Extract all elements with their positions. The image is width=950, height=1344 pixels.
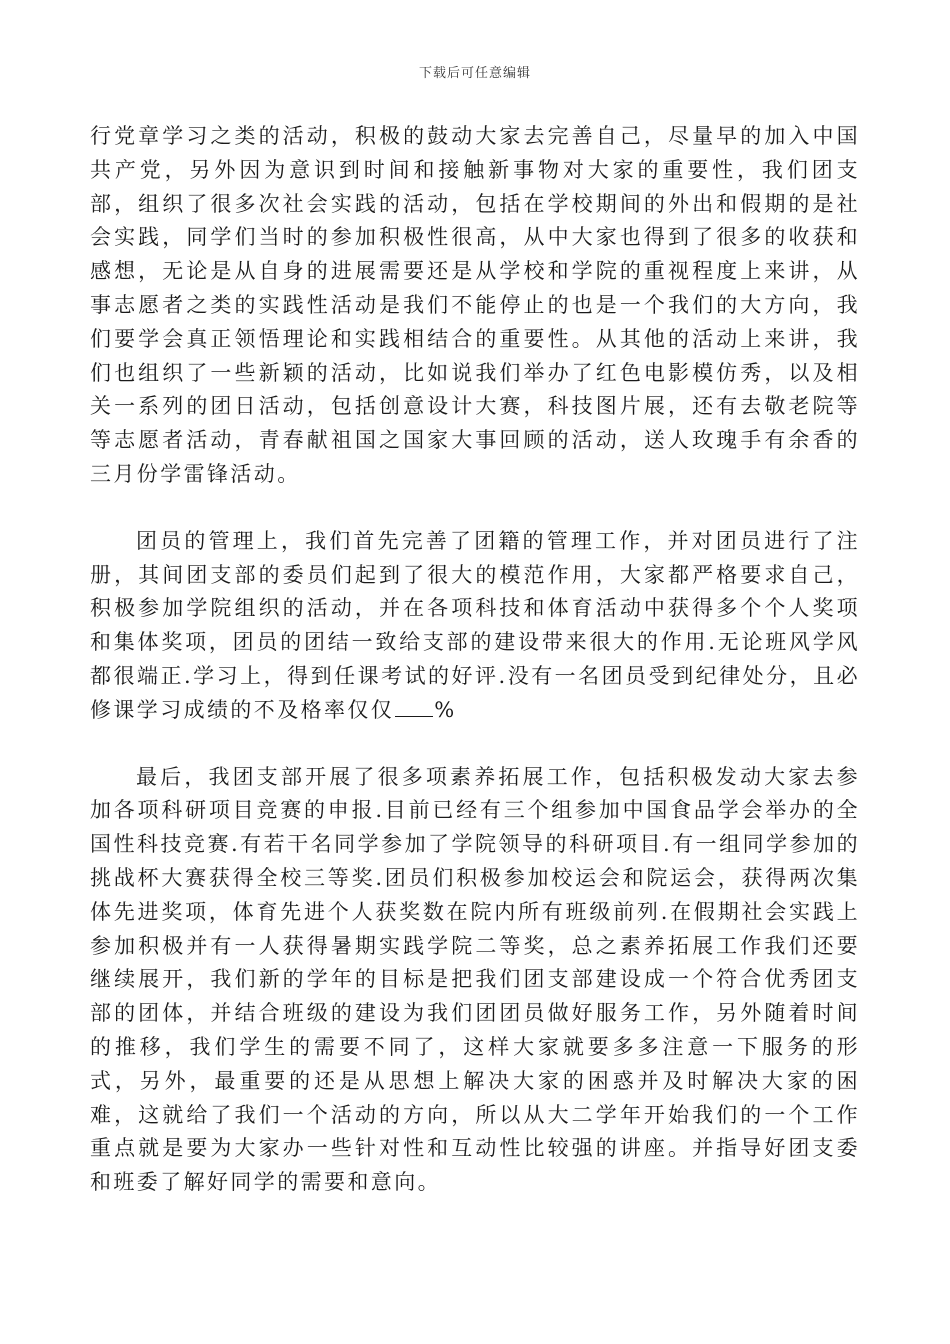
document-body bbox=[90, 120, 860, 1200]
paragraph-member-management bbox=[90, 525, 860, 728]
blank-fill-line bbox=[395, 696, 433, 717]
page-header: 下载后可任意编辑 bbox=[418, 66, 531, 81]
paragraph-activities: 行党章学习之类的活动，积极的鼓动大家去完善自己，尽量早的加入中国共产党，另外因为意识到时间和接触新事物对大家的重要性，我们团支部，组织了很多次社会实践的活动，包括在学校期间的外出和假期的是社会实践，同学们当时的参加积极性很高，从中大家也得到了很多的收获和感想，无论是从自身的进展需要还是从学校和学院的重视程度上来讲，从事志愿者之类的实践性活动是我们不能停止的也是一个我们的大方向，我们要学会真正领悟理论和实践相结合的重要性。从其他的活动上来讲，我们也组织了一些新颖的活动，比如说我们举办了红色电影模仿秀，以及相关一系列的团日活动，包括创意设计大赛，科技图片展，还有去敬老院等等志愿者活动，青春献祖国之国家大事回顾的活动，送人玫瑰手有余香的三月份学雷锋活动。 bbox=[90, 124, 860, 486]
paragraph-member-management-text: 团员的管理上，我们首先完善了团籍的管理工作，并对团员进行了注册，其间团支部的委员们起到了很大的模范作用，大家都严格要求自己，积极参加学院组织的活动，并在各项科技和体育活动中获得多个个人奖项和集体奖项，团员的团结一致给支部的建设带来很大的作用.无论班风学风都很端正.学习上，得到任课考试的好评.没有一名团员受到纪律处分，且必修课学习成绩的不及格率仅仅 bbox=[90, 528, 860, 722]
paragraph-quality-development: 最后，我团支部开展了很多项素养拓展工作，包括积极发动大家去参加各项科研项目竞赛的申报.目前已经有三个组参加中国食品学会举办的全国性科技竞赛.有若干名同学参加了学院领导的科研项目.有一组同学参加的挑战杯大赛获得全校三等奖.团员们积极参加校运会和院运会，获得两次集体先进奖项，体育先进个人获奖数在院内所有班级前列.在假期社会实践上参加积极并有一人获得暑期实践学院二等奖，总之素养拓展工作我们还要继续展开，我们新的学年的目标是把我们团支部建设成一个符合优秀团支部的团体，并结合班级的建设为我们团团员做好服务工作，另外随着时间的推移，我们学生的需要不同了，这样大家就要多多注意一下服务的形式，另外，最重要的还是从思想上解决大家的困惑并及时解决大家的困难，这就给了我们一个活动的方向，所以从大二学年开始我们的一个工作重点就是要为大家办一些针对性和互动性比较强的讲座。并指导好团支委和班委了解好同学的需要和意向。 bbox=[90, 764, 860, 1195]
percent-sign: % bbox=[434, 697, 457, 722]
